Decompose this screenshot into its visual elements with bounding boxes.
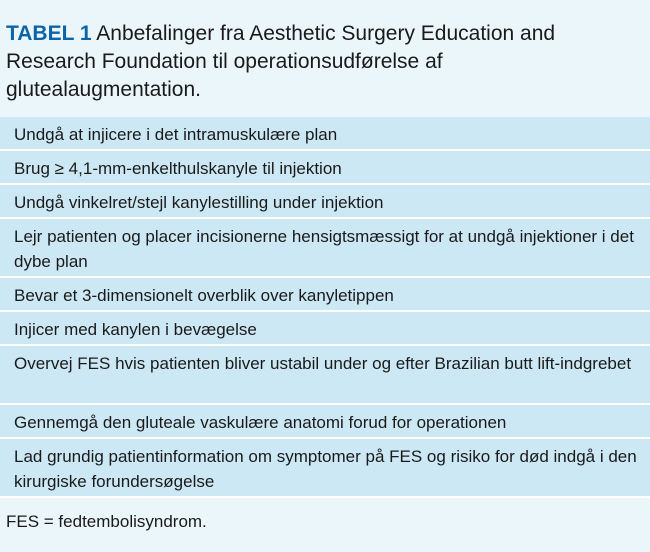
table-title: Anbefalinger fra Aesthetic Surgery Education and Research Foundation til operationsudførelse af glutealaugmentation. [6, 22, 556, 101]
table-footnote: FES = fedtembolisyndrom. [6, 512, 207, 531]
table-row: Undgå vinkelret/stejl kanylestilling under injektion [0, 185, 650, 219]
table-row: Brug ≥ 4,1-mm-enkelthulskanyle til injektion [0, 151, 650, 185]
table-row: Gennemgå den gluteale vaskulære anatomi forud for operationen [0, 405, 650, 439]
table-row: Lad grundig patientinformation om symptomer på FES og risiko for død indgå i den kirurgiske forundersøgelse [0, 439, 650, 498]
table-row: Lejr patienten og placer incisionerne hensigtsmæssigt for at undgå injektioner i det dybe plan [0, 219, 650, 278]
table-row: Overvej FES hvis patienten bliver ustabil under og efter Brazilian butt lift-indgrebet [0, 346, 650, 405]
table-caption [6, 20, 626, 104]
recommendations-table [0, 117, 650, 498]
table-row: Bevar et 3-dimensionelt overblik over kanyletippen [0, 278, 650, 312]
table-label: TABEL 1 [6, 22, 92, 45]
table-row: Undgå at injicere i det intramuskulære plan [0, 117, 650, 151]
table-row: Injicer med kanylen i bevægelse [0, 312, 650, 346]
